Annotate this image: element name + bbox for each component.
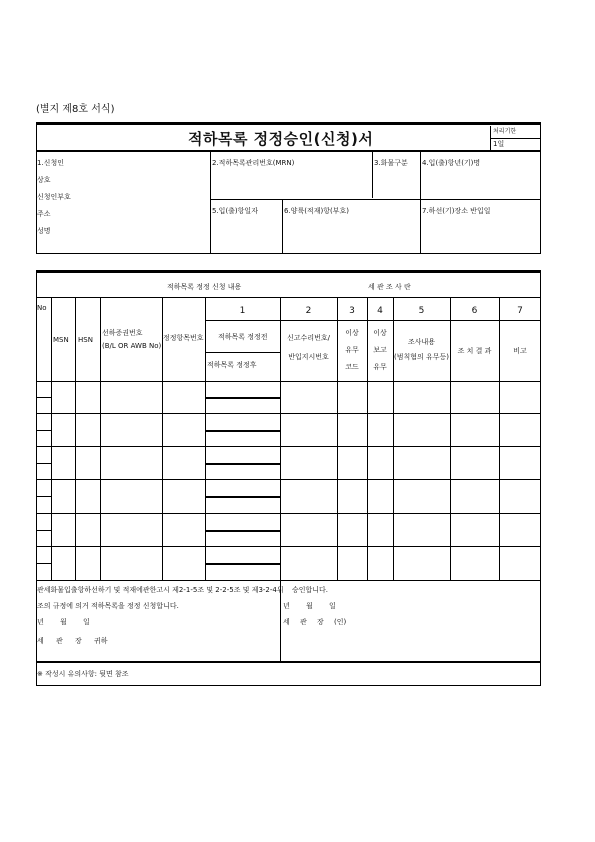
- footer-right-sign: 세 관 장 (인): [283, 618, 347, 626]
- processing-period-value: 1일: [493, 140, 505, 148]
- applicant-heading: 1.신청인: [37, 159, 64, 167]
- processing-period-label: 처리기한: [493, 128, 517, 135]
- col-num-5: 5: [418, 306, 425, 316]
- col-num-6: 6: [471, 306, 478, 316]
- col1-before-header: 적하목록 정정전: [218, 333, 268, 341]
- applicant-code: 신청인부호: [37, 193, 71, 201]
- col1-after-header: 적하목록 정정후: [207, 361, 257, 369]
- footer-left-sign: 세 관 장 귀하: [37, 637, 108, 645]
- footer-approve-text: 승인합니다.: [292, 586, 329, 594]
- form-number: (별지 제8호 서식): [36, 104, 115, 115]
- note-text: ※ 작성시 유의사항: 뒷면 참조: [37, 670, 129, 678]
- col2-header-line2: 반입지시번호: [288, 353, 329, 361]
- footer-regulation-line1: 관세화물입출항하선하기 및 적재에관한고시 제2-1-5조 및 2-2-5조 및 제3-2-4위: [37, 586, 284, 594]
- applicant-name: 성명: [37, 227, 51, 235]
- col4-header-3: 유무: [373, 363, 387, 371]
- table-top-thick-line: [36, 270, 541, 273]
- col4-header-2: 보고: [373, 346, 387, 354]
- col3-header-2: 유무: [345, 346, 359, 354]
- footer-left-date: 년 월 일: [37, 618, 90, 626]
- header-top-thick-line: [36, 122, 541, 125]
- field-voyage: 4.입(출)항년(기)명: [422, 159, 481, 167]
- col2-header-line1: 신고수리번호/: [287, 334, 330, 342]
- col-item-header: 정정항목번호: [163, 334, 204, 342]
- col-hsn-header: HSN: [78, 336, 93, 344]
- field-entry-date: 5.입(출)항일자: [212, 207, 258, 215]
- field-unloading-place: 7.하선(기)장소 반입일: [422, 207, 491, 215]
- field-mrn: 2.적하목록관리번호(MRN): [212, 159, 295, 167]
- footer-regulation-line2: 조의 규정에 의거 적하목록을 정정 신청합니다.: [37, 602, 179, 610]
- applicant-address: 주소: [37, 210, 51, 218]
- col3-header-3: 코드: [345, 363, 359, 371]
- col-num-4: 4: [377, 306, 383, 316]
- section-left-title: 적하목록 정정 신청 내용: [167, 283, 242, 291]
- footer-right-date: 년 월 일: [283, 602, 336, 610]
- col3-header-1: 이상: [345, 329, 359, 337]
- col-bl-header-line2: (B/L OR AWB No): [102, 342, 162, 350]
- applicant-trade-name: 상호: [37, 176, 51, 184]
- section-right-title: 세 관 조 사 란: [368, 283, 411, 291]
- col5-header-line2: (범칙혐의 유무등): [393, 353, 450, 361]
- col7-header: 비고: [513, 347, 527, 355]
- col-msn-header: MSN: [53, 336, 69, 344]
- col-bl-header-line1: 선하증권번호: [102, 329, 143, 337]
- page-title: 적하목록 정정승인(신청)서: [188, 130, 374, 148]
- col5-header-line1: 조사내용: [407, 338, 436, 346]
- col-no-header: No: [37, 304, 47, 312]
- col4-header-1: 이상: [373, 329, 387, 337]
- col6-header: 조 치 결 과: [457, 347, 492, 355]
- col-num-3: 3: [349, 306, 355, 316]
- col-num-2: 2: [305, 306, 312, 316]
- col-num-7: 7: [517, 306, 523, 316]
- field-cargo-type: 3.화물구분: [374, 159, 408, 167]
- col-num-1: 1: [239, 306, 246, 316]
- field-port: 6.양륙(적재)항(부호): [284, 207, 349, 215]
